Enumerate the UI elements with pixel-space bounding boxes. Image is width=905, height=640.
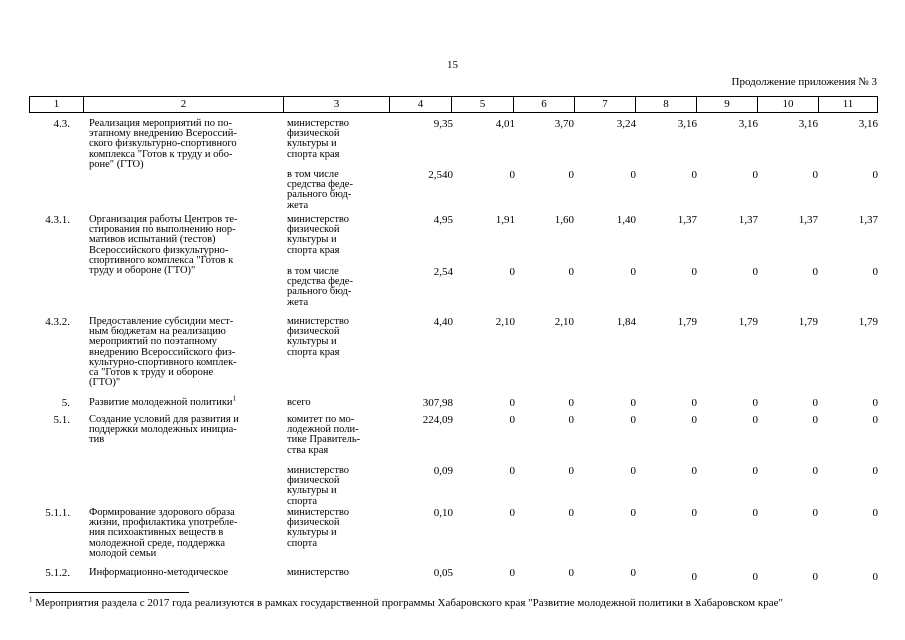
value-cell: 3,16 xyxy=(677,118,697,130)
value-cell: 1,60 xyxy=(554,214,574,226)
row-title xyxy=(89,215,284,276)
value-cell: 2,540 xyxy=(428,169,453,181)
value-cell: 2,54 xyxy=(433,266,453,278)
value-cell: 1,79 xyxy=(798,316,818,328)
value-cell: 0 xyxy=(568,465,574,477)
row-title-text: Реализация мероприятий по по- этапному внедрению Всероссий- ского физкультурно-спортивного комплекса "Готов к труду и обо- роне" (ГТО) xyxy=(89,118,237,170)
value-cell: 1,40 xyxy=(616,214,636,226)
row-title-text: Организация работы Центров те- стирования по выполнению нор- мативов испытаний (тестов) Всероссийского физкультурно- спортивного комплекса "Готов к труду и обороне (ГТО)" xyxy=(89,214,238,277)
value-cell: 0 xyxy=(568,507,574,519)
row-number: 4.3.2. xyxy=(45,316,70,328)
page-number: 15 xyxy=(447,59,458,71)
value-cell: 0 xyxy=(509,567,515,579)
value-cell: 0 xyxy=(691,266,697,278)
value-cell: 3,16 xyxy=(858,118,878,130)
row-title-text: Предоставление субсидии мест- ным бюджетам на реализацию мероприятий по поэтапному внедрению Всероссийского физ- культурно-спортивного комплек- са "Готов к труду и обороне (ГТО)" xyxy=(89,316,237,389)
value-cell: 3,70 xyxy=(554,118,574,130)
executor: в том числе средства феде- рального бюд- жета xyxy=(287,266,353,308)
value-cell: 0 xyxy=(691,169,697,181)
value-cell: 0 xyxy=(752,266,758,278)
value-cell: 0 xyxy=(568,266,574,278)
value-cell: 0 xyxy=(872,169,878,181)
value-cell: 0 xyxy=(752,414,758,426)
executor: министерство физической культуры и спорта края xyxy=(287,214,350,256)
value-cell: 0 xyxy=(691,414,697,426)
value-cell: 1,84 xyxy=(616,316,636,328)
col-header-7: 7 xyxy=(575,97,636,113)
col-header-3: 3 xyxy=(284,97,390,113)
row-title xyxy=(89,415,284,446)
executor: министерство физической культуры и спорта xyxy=(287,465,350,507)
value-cell: 0 xyxy=(509,507,515,519)
col-header-1: 1 xyxy=(30,97,84,113)
value-cell: 0,10 xyxy=(433,507,453,519)
row-title-text: Информационно-методическое xyxy=(89,567,229,578)
value-cell: 0 xyxy=(630,266,636,278)
value-cell: 0 xyxy=(752,169,758,181)
row-number: 5. xyxy=(61,397,70,409)
row-number: 4.3. xyxy=(53,118,70,130)
col-header-2: 2 xyxy=(84,97,284,113)
executor: всего xyxy=(287,397,311,408)
value-cell: 0 xyxy=(752,571,758,583)
value-cell: 2,10 xyxy=(495,316,515,328)
value-cell: 1,79 xyxy=(738,316,758,328)
value-cell: 0 xyxy=(691,571,697,583)
column-header-row xyxy=(29,96,878,113)
value-cell: 0 xyxy=(509,465,515,477)
value-cell: 0 xyxy=(691,465,697,477)
row-number: 4.3.1. xyxy=(45,214,70,226)
row-number: 5.1.2. xyxy=(45,567,70,579)
value-cell: 0 xyxy=(509,397,515,409)
value-cell: 3,16 xyxy=(738,118,758,130)
row-title xyxy=(89,394,284,408)
value-cell: 0 xyxy=(872,571,878,583)
value-cell: 1,37 xyxy=(858,214,878,226)
row-title xyxy=(89,317,284,388)
value-cell: 0 xyxy=(630,507,636,519)
value-cell: 2,10 xyxy=(554,316,574,328)
value-cell: 0 xyxy=(509,266,515,278)
value-cell: 1,79 xyxy=(858,316,878,328)
executor: министерство xyxy=(287,567,350,578)
value-cell: 0 xyxy=(630,465,636,477)
row-title xyxy=(89,508,284,559)
executor: в том числе средства феде- рального бюд- жета xyxy=(287,169,353,211)
value-cell: 0 xyxy=(812,397,818,409)
value-cell: 0 xyxy=(691,397,697,409)
value-cell: 0 xyxy=(872,397,878,409)
value-cell: 0 xyxy=(812,507,818,519)
value-cell: 0 xyxy=(752,397,758,409)
value-cell: 0 xyxy=(568,397,574,409)
value-cell: 0 xyxy=(568,414,574,426)
value-cell: 0 xyxy=(509,169,515,181)
value-cell: 0,05 xyxy=(433,567,453,579)
value-cell: 3,16 xyxy=(798,118,818,130)
value-cell: 0 xyxy=(812,414,818,426)
value-cell: 0 xyxy=(812,465,818,477)
row-title-text: Создание условий для развития и поддержки молодежных инициа- тив xyxy=(89,414,239,446)
value-cell: 0 xyxy=(691,507,697,519)
value-cell: 0 xyxy=(752,465,758,477)
value-cell: 0,09 xyxy=(433,465,453,477)
col-header-9: 9 xyxy=(697,97,758,113)
footnote-divider xyxy=(29,592,189,593)
footnote xyxy=(29,597,783,609)
value-cell: 4,95 xyxy=(433,214,453,226)
executor: министерство физической культуры и спорта края xyxy=(287,316,350,358)
footnote-text: Мероприятия раздела с 2017 года реализуются в рамках государственной программы Хабаровского края "Развитие молодежной политики в Хабаровском крае" xyxy=(35,597,783,609)
value-cell: 1,37 xyxy=(677,214,697,226)
value-cell: 224,09 xyxy=(422,414,453,426)
value-cell: 1,37 xyxy=(798,214,818,226)
value-cell: 0 xyxy=(630,169,636,181)
footnote-ref: 1 xyxy=(232,394,237,403)
row-title-text: Развитие молодежной политики xyxy=(89,397,233,408)
value-cell: 0 xyxy=(812,169,818,181)
row-number: 5.1.1. xyxy=(45,507,70,519)
value-cell: 1,79 xyxy=(677,316,697,328)
footnote-mark: 1 xyxy=(29,595,33,604)
value-cell: 0 xyxy=(630,397,636,409)
executor: комитет по мо- лодежной поли- тике Правитель- ства края xyxy=(287,414,361,456)
col-header-6: 6 xyxy=(514,97,575,113)
value-cell: 0 xyxy=(872,266,878,278)
value-cell: 0 xyxy=(812,266,818,278)
continuation-label: Продолжение приложения № 3 xyxy=(731,76,877,88)
value-cell: 4,01 xyxy=(495,118,515,130)
value-cell: 0 xyxy=(872,507,878,519)
col-header-5: 5 xyxy=(452,97,514,113)
value-cell: 4,40 xyxy=(433,316,453,328)
value-cell: 0 xyxy=(630,567,636,579)
value-cell: 1,37 xyxy=(738,214,758,226)
value-cell: 0 xyxy=(568,567,574,579)
row-title-text: Формирование здорового образа жизни, профилактика употребле- ния психоактивных веществ в молодежной среде, поддержка молодой семьи xyxy=(89,507,238,559)
col-header-4: 4 xyxy=(390,97,452,113)
value-cell: 0 xyxy=(630,414,636,426)
row-number: 5.1. xyxy=(53,414,70,426)
executor: министерство физической культуры и спорта xyxy=(287,507,350,549)
row-title xyxy=(89,568,284,578)
value-cell: 9,35 xyxy=(433,118,453,130)
col-header-10: 10 xyxy=(758,97,819,113)
value-cell: 0 xyxy=(812,571,818,583)
value-cell: 0 xyxy=(872,465,878,477)
value-cell: 0 xyxy=(509,414,515,426)
col-header-11: 11 xyxy=(819,97,878,113)
value-cell: 0 xyxy=(568,169,574,181)
col-header-8: 8 xyxy=(636,97,697,113)
value-cell: 3,24 xyxy=(616,118,636,130)
value-cell: 1,91 xyxy=(495,214,515,226)
value-cell: 0 xyxy=(872,414,878,426)
executor: министерство физической культуры и спорта края xyxy=(287,118,350,160)
row-title xyxy=(89,119,284,170)
value-cell: 0 xyxy=(752,507,758,519)
value-cell: 307,98 xyxy=(422,397,453,409)
